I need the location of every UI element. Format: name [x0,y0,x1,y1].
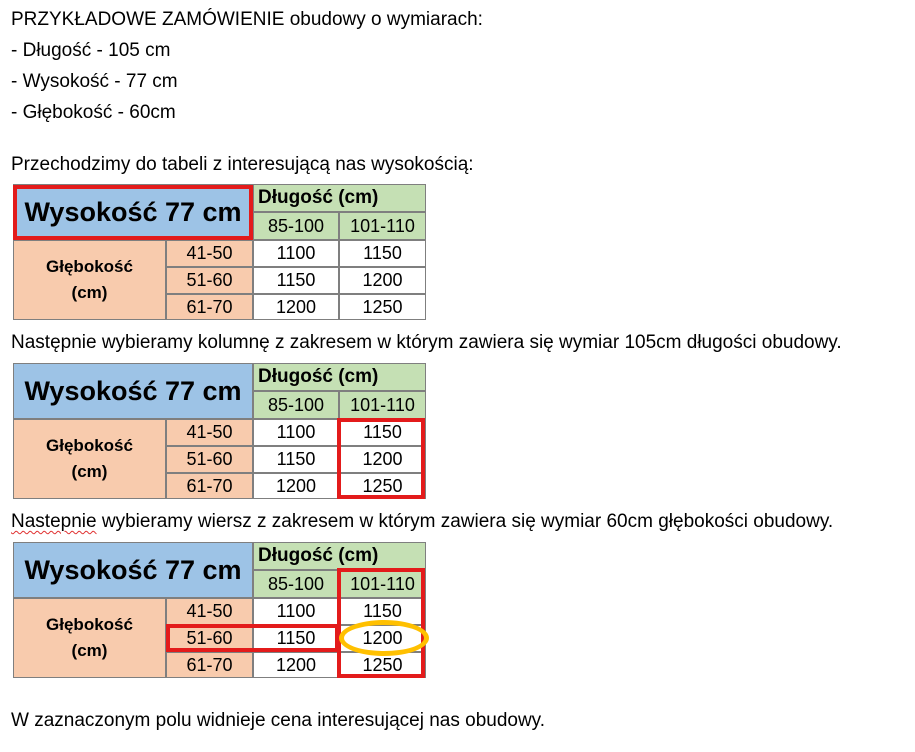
intro-depth: - Głębokość - 60cm [11,102,176,123]
intro-height: - Wysokość - 77 cm [11,71,178,92]
table-title: Wysokość 77 cm [13,363,253,419]
price-cell: 1200 [339,267,426,294]
column-header: 101-110 [339,212,426,240]
conclusion-text: W zaznaczonym polu widnieje cena interesującej nas obudowy. [11,710,546,731]
row-header: 61-70 [166,294,253,320]
depth-header-line2: (cm) [71,283,108,302]
table-title: Wysokość 77 cm [13,184,253,240]
row-header: 61-70 [166,473,253,499]
price-cell: 1250 [339,652,426,678]
step3-word: Nastepnie [11,511,97,532]
price-table-3 [13,542,426,678]
row-header: 41-50 [166,419,253,446]
row-header: 51-60 [166,267,253,294]
depth-header-line1: Głębokość [46,615,133,634]
price-cell: 1200 [253,294,339,320]
depth-header-line1: Głębokość [46,436,133,455]
depth-header-line2: (cm) [71,462,108,481]
price-table-2 [13,363,426,499]
column-header: 85-100 [253,391,339,419]
price-cell: 1200 [339,625,426,652]
price-cell: 1250 [339,294,426,320]
column-header: 101-110 [339,391,426,419]
depth-header-line2: (cm) [71,641,108,660]
depth-header [13,240,166,320]
row-header: 41-50 [166,598,253,625]
table-title: Wysokość 77 cm [13,542,253,598]
price-cell: 1200 [253,652,339,678]
intro-length: - Długość - 105 cm [11,40,171,61]
column-header: 85-100 [253,570,339,598]
price-cell: 1150 [339,419,426,446]
row-header: 41-50 [166,240,253,267]
price-cell: 1100 [253,240,339,267]
price-cell: 1150 [253,446,339,473]
price-table-1 [13,184,426,320]
length-header: Długość (cm) [253,542,426,570]
depth-header-line1: Głębokość [46,257,133,276]
price-cell: 1150 [253,267,339,294]
row-header: 51-60 [166,446,253,473]
column-header: 101-110 [339,570,426,598]
price-cell: 1250 [339,473,426,499]
row-header: 61-70 [166,652,253,678]
price-cell: 1200 [253,473,339,499]
price-cell: 1100 [253,419,339,446]
price-cell: 1150 [253,625,339,652]
step2-text: Następnie wybieramy kolumnę z zakresem w którym zawiera się wymiar 105cm długości obudowy. [11,332,842,353]
price-cell: 1150 [339,598,426,625]
step3-rest: wybieramy wiersz z zakresem w którym zawiera się wymiar 60cm głębokości obudowy. [96,511,834,532]
row-header: 51-60 [166,625,253,652]
price-cell: 1100 [253,598,339,625]
price-cell: 1150 [339,240,426,267]
step3-text [11,511,833,533]
price-cell: 1200 [339,446,426,473]
step1-text: Przechodzimy do tabeli z interesującą nas wysokością: [11,154,474,175]
column-header: 85-100 [253,212,339,240]
length-header: Długość (cm) [253,363,426,391]
intro-title: PRZYKŁADOWE ZAMÓWIENIE obudowy o wymiarach: [11,9,483,30]
length-header: Długość (cm) [253,184,426,212]
depth-header [13,598,166,678]
depth-header [13,419,166,499]
